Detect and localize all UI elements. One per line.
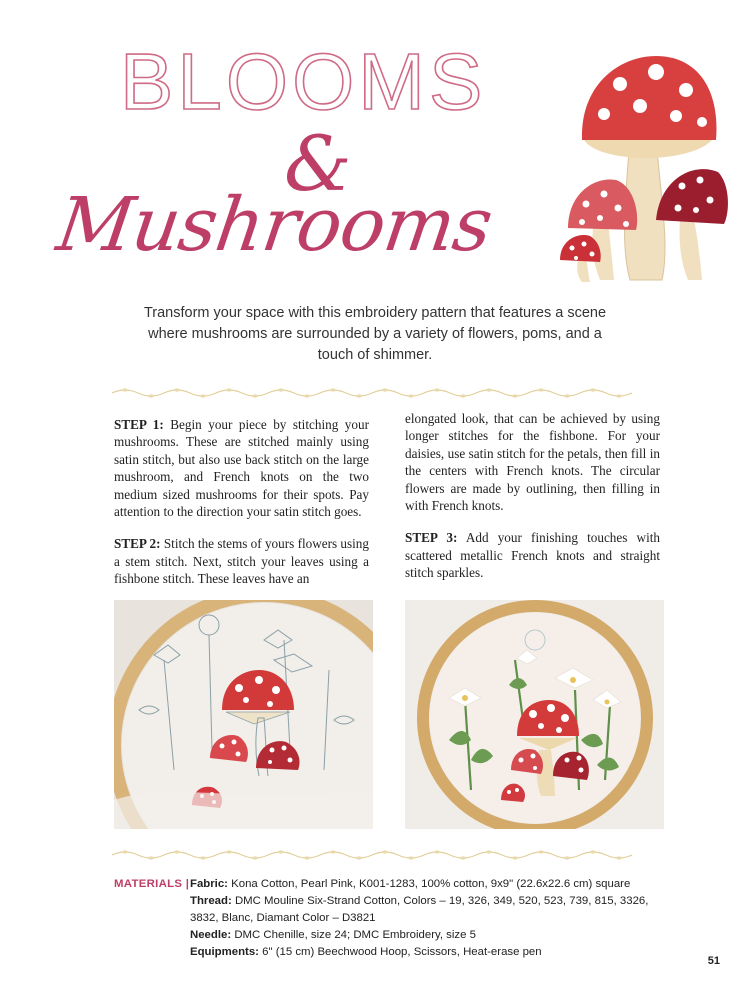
step-3-text: Add your finishing touches with scattered metallic French knots and straight stitch sparkles. xyxy=(405,530,660,581)
materials-heading xyxy=(114,876,189,893)
materials-row-thread xyxy=(190,893,670,927)
title-blooms: BLOOMS xyxy=(120,37,487,126)
materials-label: Fabric: xyxy=(190,878,228,890)
materials-value: DMC Chenille, size 24; DMC Embroidery, size 5 xyxy=(231,929,476,941)
steps-column-left xyxy=(114,416,369,603)
step-1 xyxy=(114,416,369,520)
step-2 xyxy=(114,535,369,587)
photo-finished-hoop xyxy=(405,600,664,829)
step-2-continued-text: elongated look, that can be achieved by using longer stitches for the fishbone. For your daisies, use satin stitch for the petals, then fill in the centers with French knots. The circular flowers are made by outlining, then filling in with French knots. xyxy=(405,411,660,514)
vine-divider-bottom xyxy=(112,848,638,862)
materials-label: Needle: xyxy=(190,929,232,941)
step-1-label: STEP 1: xyxy=(114,417,164,432)
title-ampersand: & xyxy=(284,119,352,208)
materials-row-equipments xyxy=(190,944,670,961)
materials-list xyxy=(190,876,670,961)
materials-separator: | xyxy=(185,878,190,890)
mushroom-embroidery-illustration xyxy=(560,44,732,284)
title-mushrooms: Mushrooms xyxy=(51,182,497,268)
steps-column-right xyxy=(405,410,660,597)
materials-row-fabric xyxy=(190,876,670,893)
materials-label: Equipments: xyxy=(190,946,259,958)
vine-divider-top xyxy=(112,386,638,400)
photo-step-progress xyxy=(114,600,373,829)
step-3-label: STEP 3: xyxy=(405,530,458,546)
step-2-text: Stitch the stems of yours flowers using a stem stitch. Next, stitch your leaves using a fishbone stitch. These leaves have an xyxy=(114,536,369,587)
materials-label: Thread: xyxy=(190,895,232,907)
materials-value: Kona Cotton, Pearl Pink, K001-1283, 100% cotton, 9x9" (22.6x22.6 cm) square xyxy=(227,878,631,890)
step-2-continued xyxy=(405,410,660,514)
step-2-label: STEP 2: xyxy=(114,536,161,552)
step-3 xyxy=(405,529,660,581)
intro-paragraph: Transform your space with this embroidery pattern that features a scene where mushrooms are surrounded by a variety of flowers, poms, and a touch of shimmer. xyxy=(143,305,607,363)
materials-value: DMC Mouline Six-Strand Cotton, Colors – 19, 326, 349, 520, 523, 739, 815, 3326, 3832, Blanc, Diamant Color – D3821 xyxy=(190,895,649,924)
materials-row-needle xyxy=(190,927,670,944)
page-number: 51 xyxy=(707,955,720,967)
materials-value: 6" (15 cm) Beechwood Hoop, Scissors, Heat-erase pen xyxy=(258,946,542,958)
step-1-text: Begin your piece by stitching your mushrooms. These are stitched mainly using satin stitch, but also use back stitch on the large mushroom, and French knots on the two medium sized mushrooms for their spots. Pay attention to the direction your satin stitch goes. xyxy=(114,417,369,520)
materials-heading-text: MATERIALS xyxy=(114,878,183,890)
